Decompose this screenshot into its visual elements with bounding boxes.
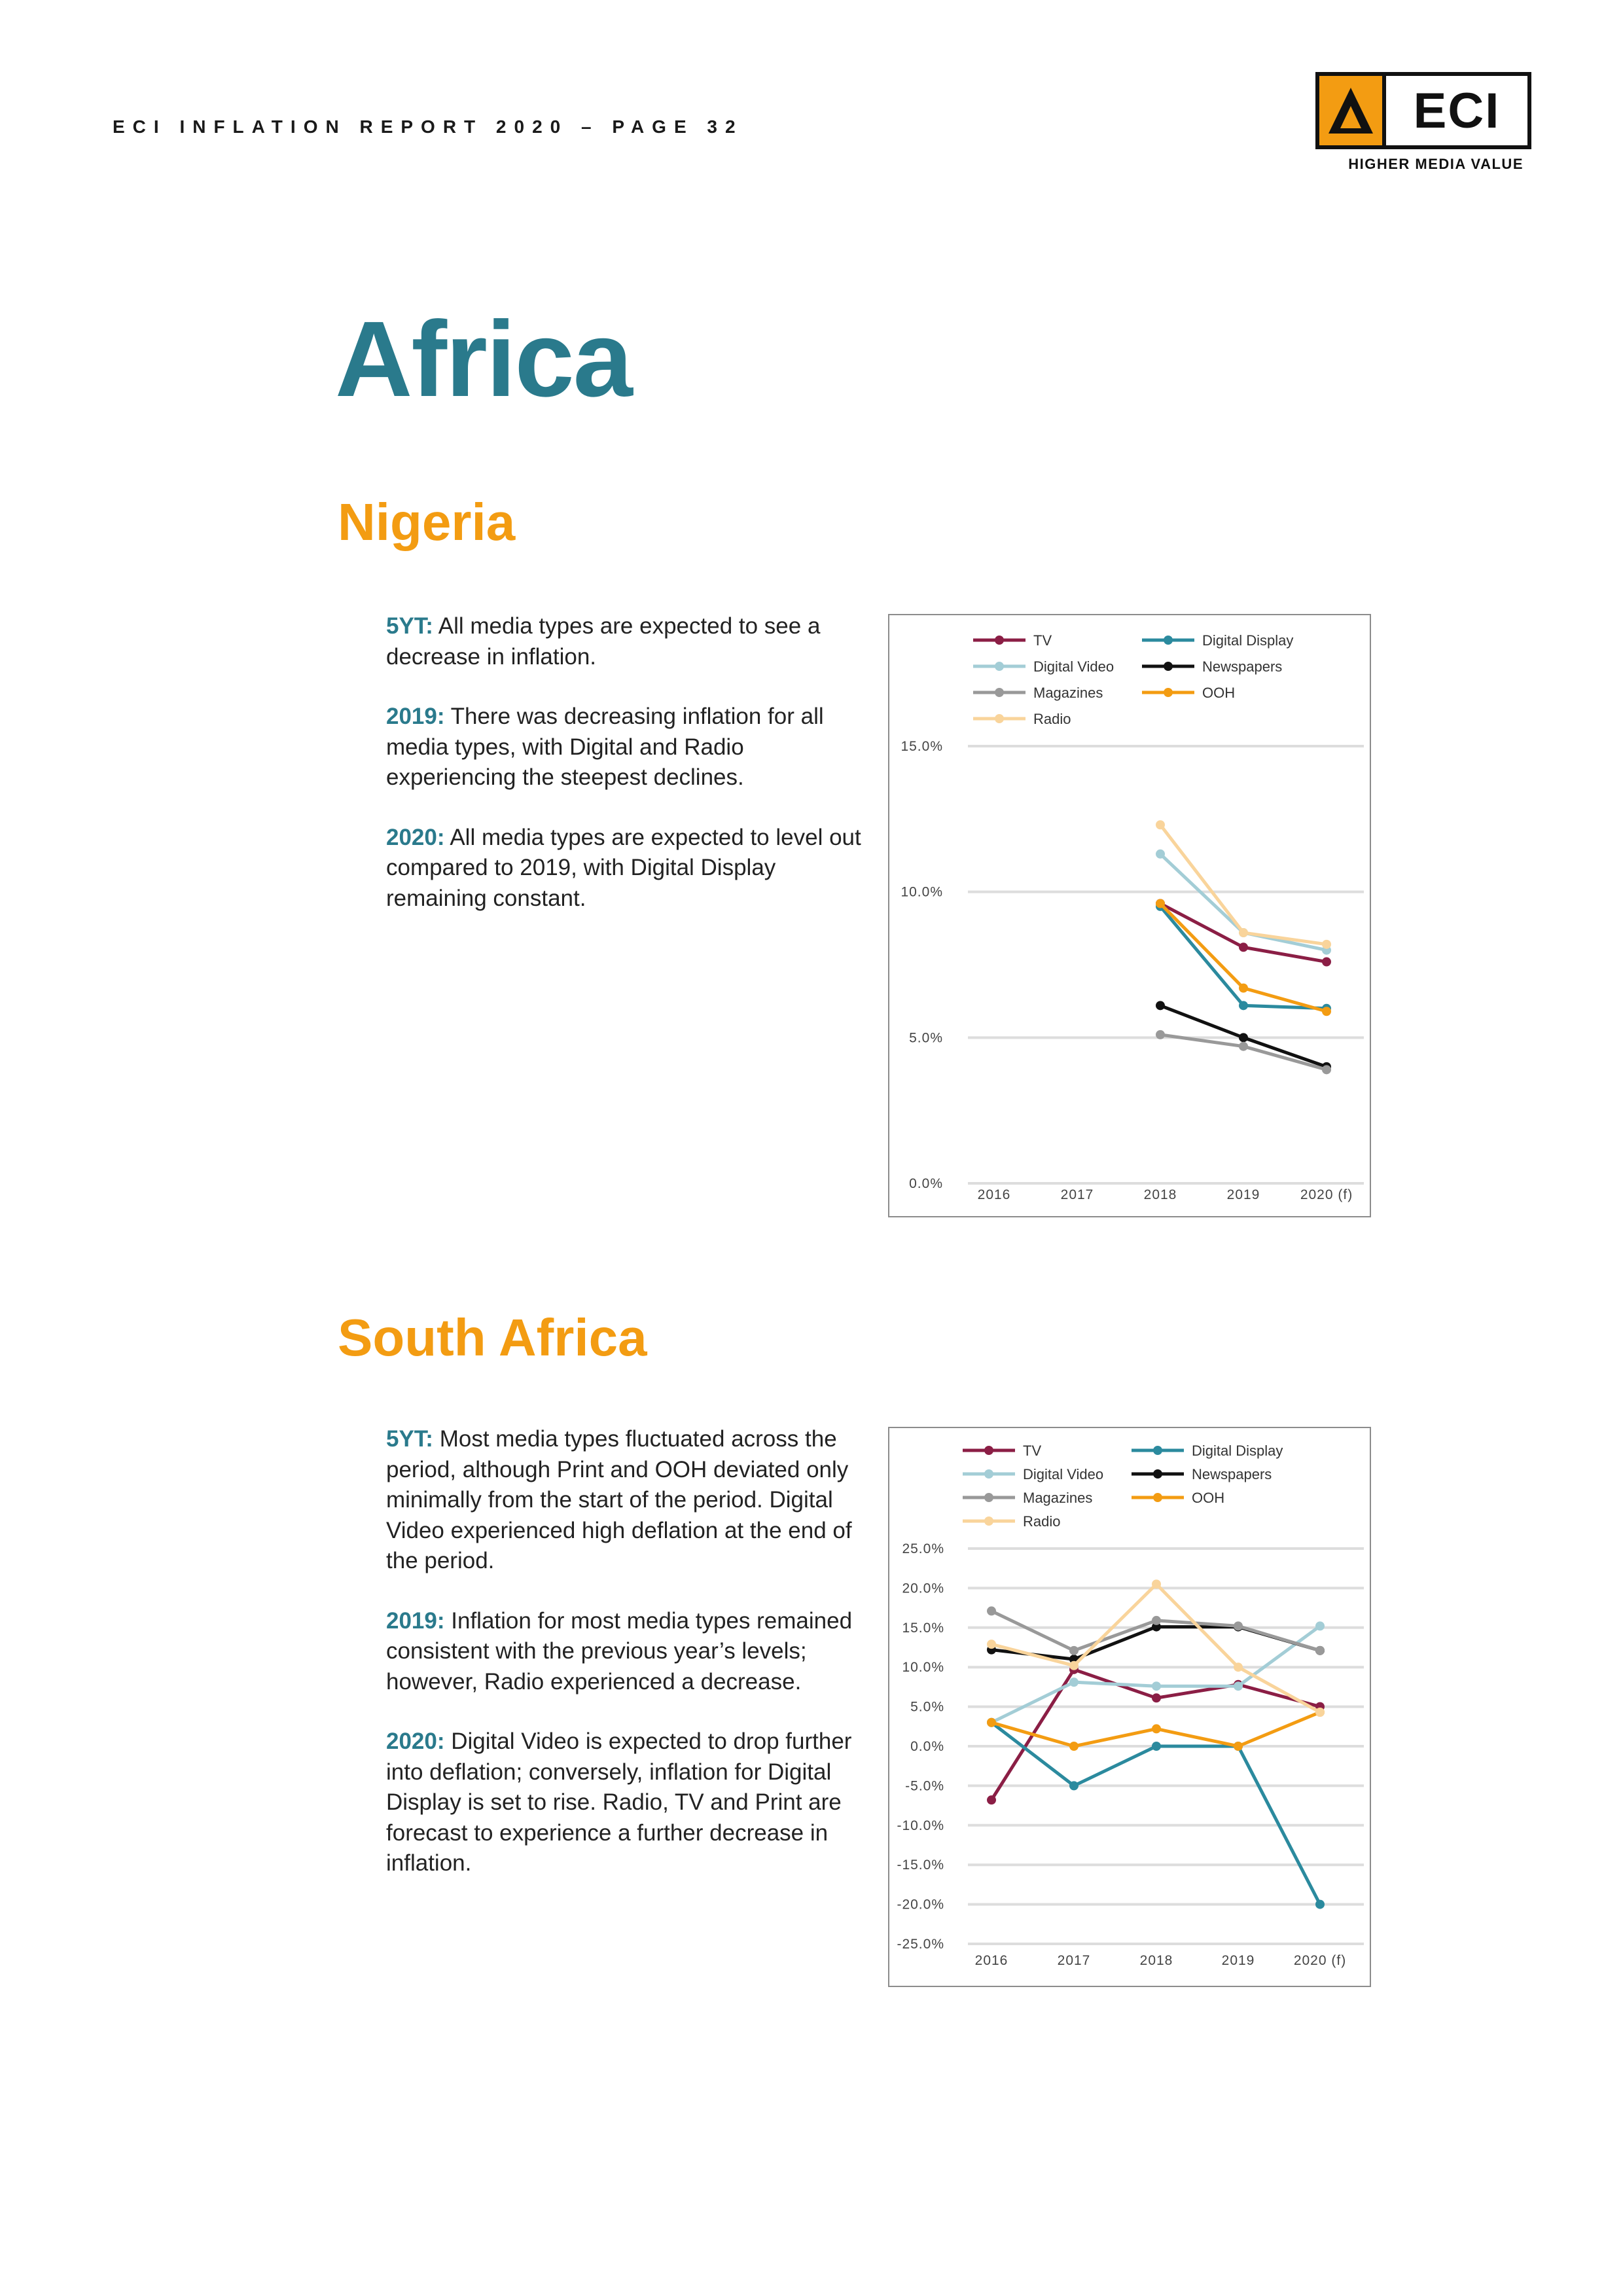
data-point-radio <box>1234 1662 1243 1672</box>
legend-label-magazines: Magazines <box>1023 1490 1093 1506</box>
south-africa-2020 <box>386 1727 870 1879</box>
data-point-newspapers <box>1156 1001 1165 1010</box>
legend-label-tv: TV <box>1033 632 1052 649</box>
data-point-ooh <box>1234 1742 1243 1751</box>
data-point-digital-video <box>1156 850 1165 859</box>
logo-tagline: HIGHER MEDIA VALUE <box>1348 156 1524 172</box>
data-point-digital-video <box>1069 1677 1079 1687</box>
data-point-magazines <box>987 1606 996 1615</box>
x-tick-label: 2020 (f) <box>1300 1187 1353 1202</box>
data-point-tv <box>987 1795 996 1804</box>
para-text: Digital Video is expected to drop further into deflation; conversely, inflation for Digital Display is set to rise. Radio, TV and Print are forecast to experience a further decrease in inflation. <box>386 1729 852 1876</box>
south-africa-chart-svg <box>889 1428 1370 1986</box>
nigeria-commentary <box>386 611 870 943</box>
y-tick-label: -10.0% <box>897 1818 944 1833</box>
y-tick-label: 0.0% <box>909 1176 943 1191</box>
data-point-radio <box>987 1640 996 1649</box>
data-point-digital-video <box>1315 1621 1325 1630</box>
data-point-ooh <box>987 1718 996 1727</box>
south-africa-commentary <box>386 1424 870 1909</box>
report-header: ECI INFLATION REPORT 2020 – PAGE 32 <box>113 117 743 137</box>
triangle-icon <box>1319 76 1382 145</box>
series-line-radio <box>1160 825 1327 944</box>
y-tick-label: 15.0% <box>901 739 943 754</box>
data-point-magazines <box>1315 1646 1325 1655</box>
y-tick-label: 25.0% <box>902 1541 944 1556</box>
south-africa-5yt <box>386 1424 870 1577</box>
data-point-magazines <box>1322 1065 1331 1074</box>
data-point-newspapers <box>1239 1033 1248 1042</box>
y-tick-label: 5.0% <box>910 1699 944 1715</box>
legend-label-magazines: Magazines <box>1033 685 1103 701</box>
legend-dot-magazines <box>995 688 1004 697</box>
para-label: 2019: <box>386 704 445 729</box>
legend-dot-newspapers <box>1164 662 1173 671</box>
legend-dot-digital-display <box>1153 1446 1162 1455</box>
data-point-tv <box>1152 1693 1161 1702</box>
data-point-tv <box>1239 942 1248 952</box>
legend-dot-tv <box>995 636 1004 645</box>
series-line-digital-video <box>991 1626 1320 1722</box>
para-text: Most media types fluctuated across the period, although Print and OOH deviated only minimally from the start of the period. Digital Video experienced high deflation at the end of the period. <box>386 1426 852 1573</box>
y-tick-label: 20.0% <box>902 1581 944 1596</box>
legend-dot-digital-video <box>984 1469 993 1479</box>
data-point-ooh <box>1152 1724 1161 1733</box>
para-text: Inflation for most media types remained consistent with the previous year’s levels; however, Radio experienced a decrease. <box>386 1607 853 1695</box>
para-text: All media types are expected to level out compared to 2019, with Digital Display remaining constant. <box>386 824 861 911</box>
data-point-ooh <box>1239 984 1248 993</box>
y-tick-label: -25.0% <box>897 1937 944 1952</box>
data-point-ooh <box>1322 1007 1331 1016</box>
y-tick-label: 5.0% <box>909 1030 943 1046</box>
data-point-magazines <box>1069 1646 1079 1655</box>
legend-label-newspapers: Newspapers <box>1192 1466 1272 1482</box>
legend-label-newspapers: Newspapers <box>1202 658 1283 675</box>
south-africa-2019 <box>386 1606 870 1698</box>
data-point-radio <box>1152 1579 1161 1588</box>
y-tick-label: 10.0% <box>901 884 943 900</box>
data-point-radio <box>1322 940 1331 949</box>
logo-mark-icon <box>1319 76 1386 145</box>
x-tick-label: 2019 <box>1221 1953 1255 1968</box>
data-point-digital-display <box>1315 1900 1325 1909</box>
para-label: 5YT: <box>386 1426 433 1452</box>
data-point-radio <box>1069 1661 1079 1670</box>
eci-logo <box>1315 72 1531 173</box>
legend-dot-ooh <box>1164 688 1173 697</box>
series-line-newspapers <box>991 1627 1320 1660</box>
legend-label-digital-display: Digital Display <box>1192 1443 1283 1459</box>
x-tick-label: 2016 <box>977 1187 1011 1202</box>
legend-dot-digital-video <box>995 662 1004 671</box>
data-point-radio <box>1156 820 1165 829</box>
data-point-magazines <box>1156 1030 1165 1039</box>
nigeria-5yt <box>386 611 870 672</box>
legend-label-radio: Radio <box>1023 1513 1061 1530</box>
y-tick-label: -5.0% <box>905 1778 944 1794</box>
logo-word: ECI <box>1413 82 1501 139</box>
legend-label-digital-video: Digital Video <box>1023 1466 1104 1482</box>
y-tick-label: 15.0% <box>902 1620 944 1636</box>
x-tick-label: 2018 <box>1139 1953 1173 1968</box>
x-tick-label: 2017 <box>1060 1187 1094 1202</box>
data-point-tv <box>1322 958 1331 967</box>
data-point-ooh <box>1069 1742 1079 1751</box>
nigeria-chart <box>888 614 1371 1217</box>
nigeria-2019 <box>386 702 870 793</box>
legend-dot-ooh <box>1153 1493 1162 1502</box>
nigeria-chart-svg <box>889 615 1370 1216</box>
section-title-nigeria: Nigeria <box>338 493 516 551</box>
legend-dot-radio <box>995 714 1004 723</box>
legend-dot-radio <box>984 1516 993 1526</box>
data-point-digital-display <box>1152 1742 1161 1751</box>
data-point-ooh <box>1156 899 1165 908</box>
para-label: 5YT: <box>386 613 433 639</box>
legend-label-ooh: OOH <box>1202 685 1236 701</box>
y-tick-label: 0.0% <box>910 1739 944 1754</box>
y-tick-label: -20.0% <box>897 1897 944 1912</box>
x-tick-label: 2017 <box>1057 1953 1091 1968</box>
data-point-magazines <box>1152 1616 1161 1625</box>
data-point-digital-display <box>1239 1001 1248 1010</box>
data-point-magazines <box>1239 1042 1248 1051</box>
legend-dot-digital-display <box>1164 636 1173 645</box>
y-tick-label: -15.0% <box>897 1857 944 1873</box>
x-tick-label: 2016 <box>974 1953 1008 1968</box>
x-tick-label: 2018 <box>1143 1187 1177 1202</box>
para-text: All media types are expected to see a decrease in inflation. <box>386 613 821 670</box>
nigeria-2020 <box>386 823 870 914</box>
data-point-magazines <box>1234 1621 1243 1630</box>
logo-box <box>1315 72 1531 149</box>
legend-dot-tv <box>984 1446 993 1455</box>
legend-dot-magazines <box>984 1493 993 1502</box>
x-tick-label: 2020 (f) <box>1293 1953 1347 1968</box>
page-title: Africa <box>335 299 632 419</box>
south-africa-chart <box>888 1427 1371 1987</box>
legend-label-digital-display: Digital Display <box>1202 632 1294 649</box>
legend-label-radio: Radio <box>1033 711 1071 727</box>
para-label: 2020: <box>386 1729 445 1754</box>
section-title-south-africa: South Africa <box>338 1308 647 1367</box>
data-point-radio <box>1315 1708 1325 1717</box>
data-point-radio <box>1239 928 1248 937</box>
y-tick-label: 10.0% <box>902 1660 944 1676</box>
data-point-digital-video <box>1152 1681 1161 1691</box>
legend-dot-newspapers <box>1153 1469 1162 1479</box>
legend-label-tv: TV <box>1023 1443 1042 1459</box>
x-tick-label: 2019 <box>1226 1187 1260 1202</box>
legend-label-ooh: OOH <box>1192 1490 1225 1506</box>
data-point-digital-display <box>1069 1781 1079 1790</box>
para-text: There was decreasing inflation for all media types, with Digital and Radio experiencing the steepest declines. <box>386 704 824 790</box>
para-label: 2020: <box>386 824 445 850</box>
data-point-digital-video <box>1234 1681 1243 1691</box>
legend-label-digital-video: Digital Video <box>1033 658 1115 675</box>
para-label: 2019: <box>386 1607 445 1634</box>
